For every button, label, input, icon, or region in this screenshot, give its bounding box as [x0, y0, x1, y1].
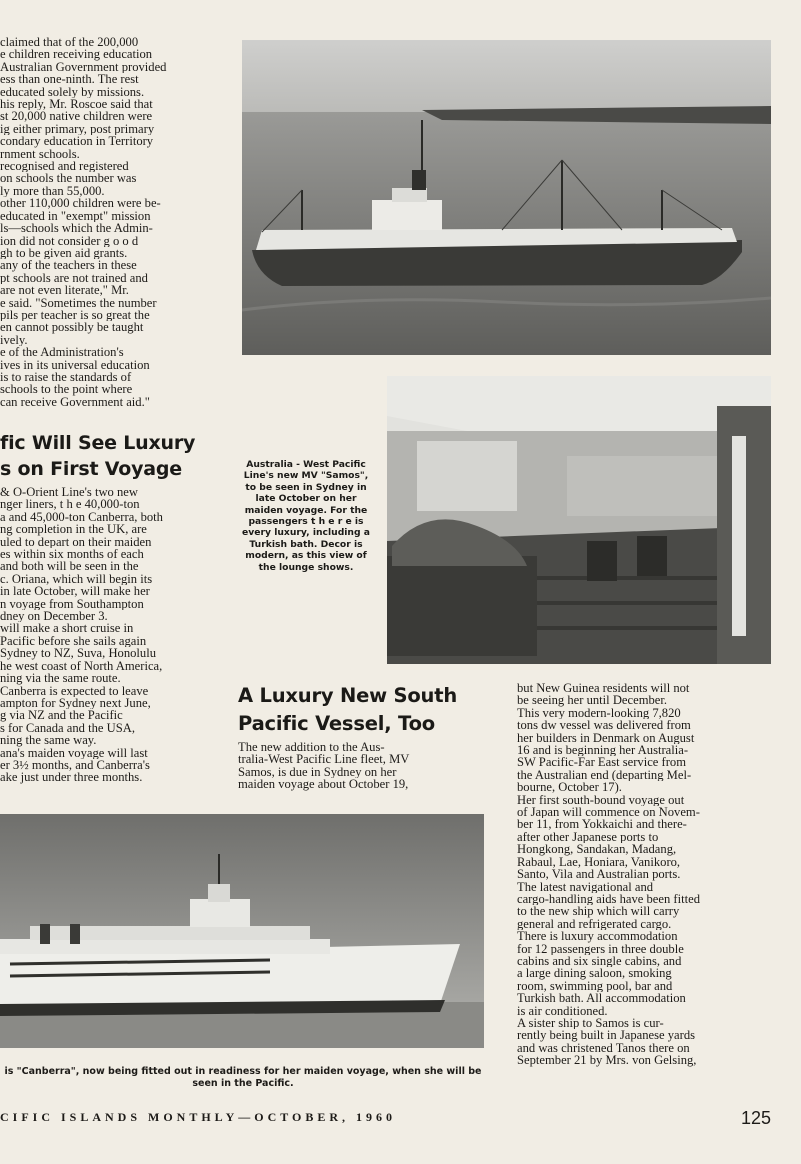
text-line: ls—schools which the Admin-	[0, 222, 153, 235]
text-line: after other Japanese ports to	[517, 830, 659, 844]
text-line: ning the same way.	[0, 734, 97, 747]
text-line: ives in its universal education	[0, 358, 150, 371]
text-line: The latest navigational and	[517, 880, 654, 893]
text-line: educated in "exempt" mission	[0, 209, 151, 223]
text-line: Turkish bath. All accommodation	[517, 992, 686, 1005]
text-line: en cannot possibly be taught	[0, 321, 144, 334]
text-line: is to raise the standards of	[0, 370, 132, 384]
text-line: e of the Administration's	[0, 346, 124, 359]
text-line: maiden voyage about October 19,	[238, 778, 409, 791]
text-line: Australian Government provided	[0, 60, 167, 74]
text-line: ber 11, from Yokkaichi and there-	[517, 818, 687, 831]
text-line: of Japan will commence on Novem-	[517, 806, 700, 819]
samos-ship-illustration	[242, 40, 771, 355]
text-line: ly more than 55,000.	[0, 184, 105, 198]
text-line: and was christened Tanos there on	[517, 1041, 690, 1055]
text-line: gh to be given aid grants.	[0, 246, 128, 260]
text-line: g via NZ and the Pacific	[0, 709, 123, 722]
text-line: September 21 by Mrs. von Gelsing,	[517, 1054, 697, 1067]
article2-headline-line2: Pacific Vessel, Too	[238, 712, 435, 735]
text-line: rnment schools.	[0, 147, 80, 161]
text-line: bourne, October 17).	[517, 781, 622, 794]
text-line: general and refrigerated cargo.	[517, 917, 672, 931]
text-line: are not even literate," Mr.	[0, 284, 129, 297]
text-line: Pacific before she sails again	[0, 634, 147, 648]
text-line: e said. "Sometimes the number	[0, 296, 157, 309]
text-line: n voyage from Southampton	[0, 597, 144, 611]
text-line: his reply, Mr. Roscoe said that	[0, 98, 153, 111]
article1-headline-line2: s on First Voyage	[0, 458, 182, 480]
text-line: to the new ship which will carry	[517, 905, 680, 918]
text-line: nger liners, t h e 40,000-ton	[0, 498, 140, 511]
text-line: c. Oriana, which will begin its	[0, 572, 153, 586]
text-line: A sister ship to Samos is cur-	[517, 1016, 664, 1030]
text-line: ion did not consider g o o d	[0, 234, 139, 247]
text-line: in late October, will make her	[0, 585, 150, 598]
text-line: This very modern-looking 7,820	[517, 706, 681, 720]
text-line: There is luxury accommodation	[517, 930, 678, 943]
article1-headline-line1: fic Will See Luxury	[0, 432, 196, 454]
text-line: any of the teachers in these	[0, 259, 137, 272]
text-line: room, swimming pool, bar and	[517, 979, 673, 993]
page-footer	[0, 1108, 801, 1132]
text-line: es within six months of each	[0, 548, 144, 561]
text-line: 16 and is beginning her Australia-	[517, 744, 689, 757]
text-line: pt schools are not trained and	[0, 271, 148, 285]
lounge-illustration	[387, 376, 771, 664]
text-line: can receive Government aid."	[0, 395, 150, 409]
text-line: claimed that of the 200,000	[0, 36, 139, 49]
canberra-ship-illustration	[0, 814, 484, 1048]
text-line: is air conditioned.	[517, 1004, 608, 1017]
text-line: Rabaul, Lae, Honiara, Vanikoro,	[517, 855, 681, 869]
canberra-photo-caption: is "Canberra", now being fitted out in readiness for her maiden voyage, when she will be seen in the Pacific.	[4, 1066, 482, 1089]
text-line: The new addition to the Aus-	[238, 741, 385, 754]
text-line: SW Pacific-Far East service from	[517, 756, 687, 769]
text-line: ampton for Sydney next June,	[0, 696, 151, 710]
text-line: s for Canada and the USA,	[0, 721, 136, 735]
text-line: tralia-West Pacific Line fleet, MV	[238, 753, 410, 766]
article2-headline-line1: A Luxury New South	[238, 684, 458, 707]
text-line: be seeing her until December.	[517, 694, 668, 707]
text-line: pils per teacher is so great the	[0, 308, 150, 322]
text-line: er 3½ months, and Canberra's	[0, 758, 150, 772]
text-line: ning via the same route.	[0, 672, 121, 685]
text-line: recognised and registered	[0, 160, 129, 173]
text-line: cabins and six single cabins, and	[517, 954, 682, 968]
text-line: Santo, Vila and Australian ports.	[517, 868, 681, 881]
text-line: ake just under three months.	[0, 771, 143, 784]
text-line: a large dining saloon, smoking	[517, 967, 672, 980]
text-line: & O-Orient Line's two new	[0, 486, 138, 499]
text-line: her builders in Denmark on August	[517, 731, 695, 745]
canberra-ship-photo	[0, 814, 484, 1048]
text-line: Samos, is due in Sydney on her	[238, 765, 397, 779]
text-line: and both will be seen in the	[0, 560, 139, 573]
text-line: ng completion in the UK, are	[0, 523, 147, 536]
text-line: rently being built in Japanese yards	[517, 1029, 696, 1042]
text-line: Sydney to NZ, Suva, Honolulu	[0, 647, 157, 660]
page-number: 125	[741, 1108, 772, 1128]
text-line: will make a short cruise in	[0, 622, 134, 635]
text-line: cargo-handling aids have been fitted	[517, 892, 701, 906]
text-line: for 12 passengers in three double	[517, 942, 684, 955]
text-line: ess than one-ninth. The rest	[0, 73, 139, 86]
text-line: condary education in Territory	[0, 135, 154, 148]
text-line: the Australian end (departing Mel-	[517, 768, 692, 782]
text-line: he west coast of North America,	[0, 659, 163, 673]
text-line: Canberra is expected to leave	[0, 684, 149, 697]
text-line: e children receiving education	[0, 48, 153, 61]
text-line: Her first south-bound voyage out	[517, 793, 685, 807]
text-line: a and 45,000-ton Canberra, both	[0, 510, 163, 524]
article2-body-mid	[238, 741, 496, 791]
text-line: educated solely by missions.	[0, 85, 145, 99]
text-line: dney on December 3.	[0, 610, 108, 623]
text-line: ig either primary, post primary	[0, 122, 155, 136]
text-line: ively.	[0, 333, 28, 347]
running-title: CIFIC ISLANDS MONTHLY—OCTOBER, 1960	[0, 1110, 397, 1124]
text-line: on schools the number was	[0, 172, 137, 185]
text-line: but New Guinea residents will not	[517, 682, 690, 695]
article2-body-right	[517, 682, 773, 1067]
article1-body	[0, 486, 222, 784]
samos-ship-photo	[242, 40, 771, 355]
text-line: Hongkong, Sandakan, Madang,	[517, 843, 677, 856]
text-line: ana's maiden voyage will last	[0, 746, 148, 759]
text-line: tons dw vessel was delivered from	[517, 719, 691, 732]
text-line: uled to depart on their maiden	[0, 535, 152, 549]
samos-lounge-photo	[387, 376, 771, 664]
text-line: st 20,000 native children were	[0, 110, 153, 123]
text-line: schools to the point where	[0, 383, 133, 396]
text-line: other 110,000 children were be-	[0, 197, 161, 210]
samos-photo-caption: Australia - West Pacific Line's new MV "Samos", to be seen in Sydney in late October on her maiden voyage. For the passengers t h e r e is every luxury, including a Turkish bath. Decor is modern, as this view of the lounge shows.	[242, 459, 370, 573]
left-column-top-text	[0, 36, 220, 408]
